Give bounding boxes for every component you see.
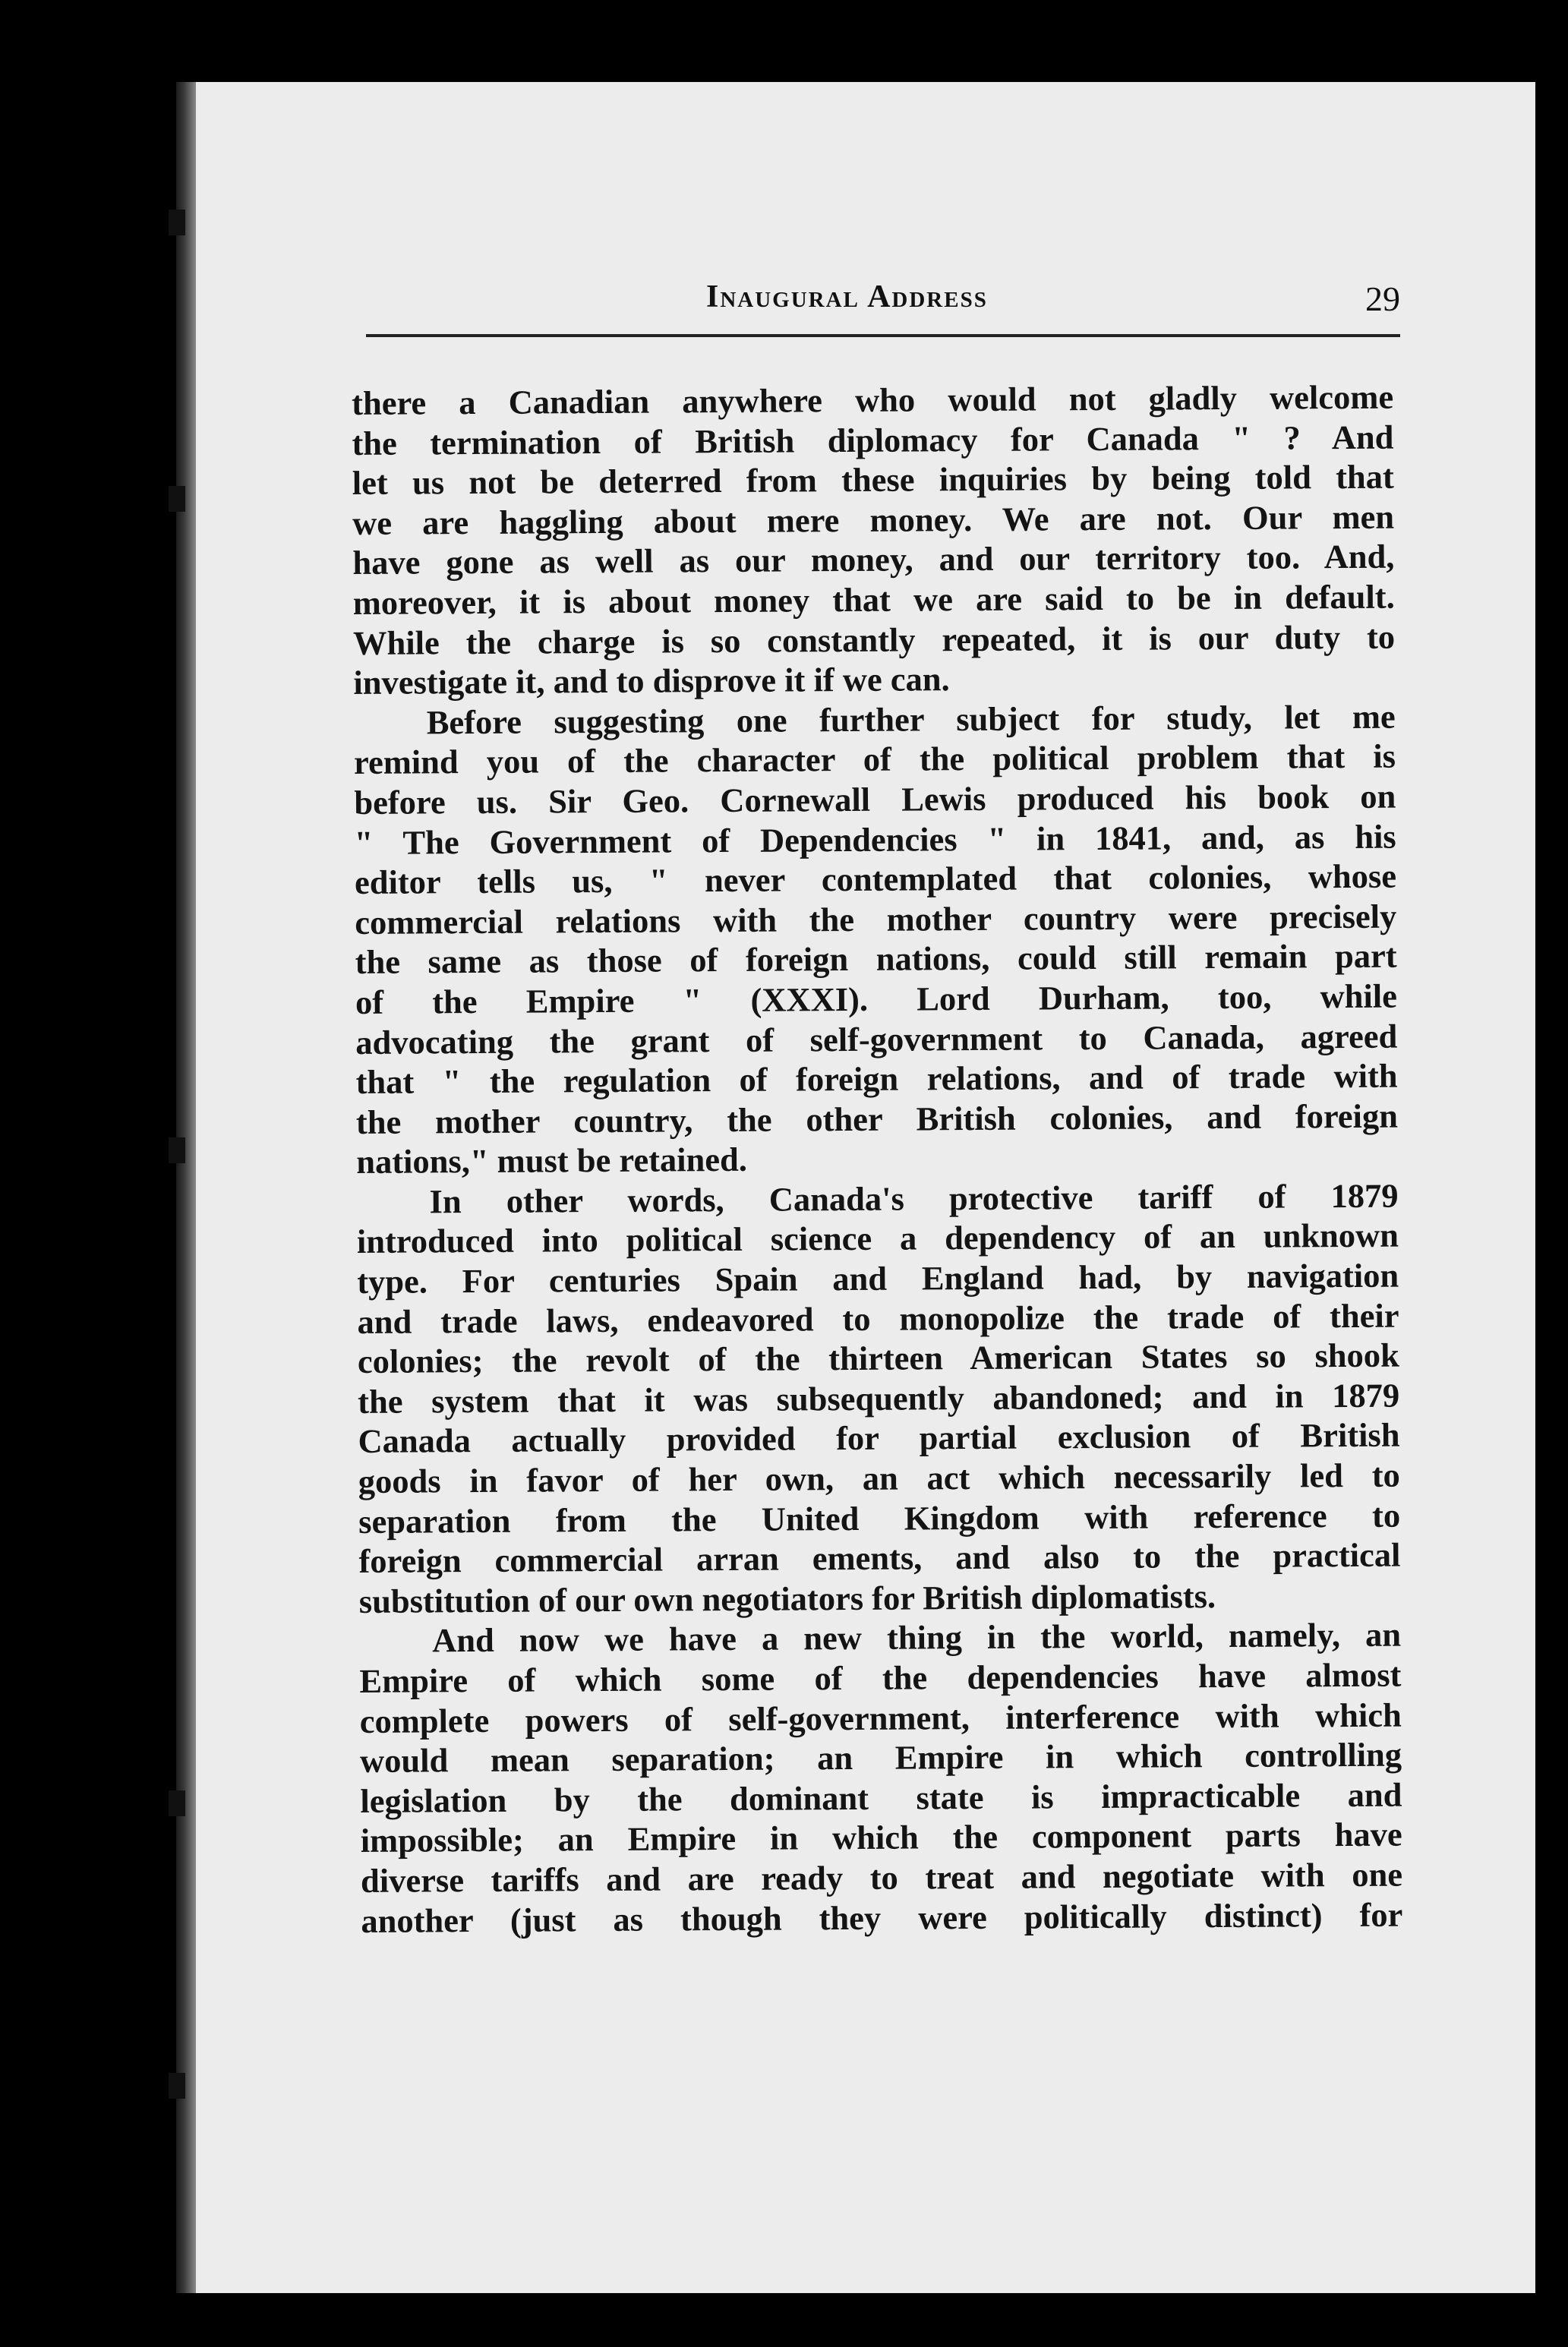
text-line: While the charge is so constantly repeated, it is our duty to bbox=[352, 617, 1396, 662]
text-line: In other words, Canada's protective tariff of 1879 bbox=[429, 1176, 1399, 1221]
page-number: 29 bbox=[1365, 279, 1400, 318]
text-line: separation from the United Kingdom with reference to bbox=[358, 1496, 1401, 1541]
text-line: would mean separation; an Empire in which controlling bbox=[359, 1735, 1402, 1781]
text-line: type. For centuries Spain and England had, by navigation bbox=[357, 1256, 1399, 1301]
text-line: commercial relations with the mother country were precisely bbox=[355, 897, 1397, 942]
text-line: substitution of our own negotiators for British diplomatists. bbox=[358, 1576, 1216, 1620]
binding-stitch-mark bbox=[169, 1790, 185, 1816]
text-line: remind you of the character of the political problem that is bbox=[353, 737, 1396, 782]
text-line: that " the regulation of foreign relations, and of trade with bbox=[355, 1056, 1398, 1102]
text-line: the same as those of foreign nations, could still remain part bbox=[355, 936, 1397, 982]
text-line: foreign commercial arran ements, and also to the practical bbox=[358, 1535, 1401, 1581]
text-line: there a Canadian anywhere who would not gladly welcome bbox=[352, 377, 1394, 422]
text-line: moreover, it is about money that we are said to be in default. bbox=[352, 577, 1395, 622]
text-line: we are haggling about mere money. We are not. Our men bbox=[352, 497, 1395, 542]
text-line: Before suggesting one further subject for study, let me bbox=[426, 697, 1396, 742]
binding-stitch-mark bbox=[169, 2073, 185, 2099]
text-line: impossible; an Empire in which the component parts have bbox=[360, 1815, 1402, 1860]
text-line: let us not be deterred from these inquiries by being told that bbox=[352, 457, 1394, 503]
text-line: goods in favor of her own, an act which necessarily led to bbox=[358, 1456, 1400, 1501]
text-line: " The Government of Dependencies " in 1841, and, as his bbox=[354, 817, 1396, 862]
page-binding-edge bbox=[176, 82, 196, 2293]
text-line: diverse tariffs and are ready to treat and negotiate with one bbox=[360, 1855, 1403, 1900]
text-line: Canada actually provided for partial exclusion of British bbox=[358, 1416, 1400, 1461]
text-line: complete powers of self-government, interference with which bbox=[359, 1696, 1402, 1740]
body-text bbox=[352, 377, 1403, 1941]
text-line: investigate it, and to disprove it if we can. bbox=[353, 660, 950, 702]
text-line: before us. Sir Geo. Cornewall Lewis produced his book on bbox=[354, 777, 1396, 822]
text-line: colonies; the revolt of the thirteen American States so shook bbox=[357, 1336, 1399, 1381]
text-line: have gone as well as our money, and our territory too. And, bbox=[352, 537, 1395, 582]
page-header bbox=[368, 279, 1400, 327]
binding-stitch-mark bbox=[169, 210, 185, 235]
text-line: editor tells us, " never contemplated that colonies, whose bbox=[354, 856, 1397, 902]
header-rule bbox=[366, 334, 1400, 337]
running-head: Inaugural Address bbox=[706, 279, 988, 314]
text-line: of the Empire " (XXXI). Lord Durham, too, while bbox=[355, 976, 1398, 1021]
text-line: introduced into political science a dependency of an unknown bbox=[356, 1216, 1399, 1261]
text-line: And now we have a new thing in the world, namely, an bbox=[431, 1615, 1402, 1660]
text-line: another (just as though they were politically distinct) for bbox=[361, 1895, 1403, 1940]
text-line: Empire of which some of the dependencies have almost bbox=[359, 1655, 1402, 1700]
text-line: advocating the grant of self-government to Canada, agreed bbox=[355, 1017, 1398, 1062]
text-line: the termination of British diplomacy for Canada " ? And bbox=[352, 418, 1394, 462]
text-line: the mother country, the other British colonies, and foreign bbox=[355, 1096, 1399, 1141]
text-line: the system that it was subsequently abandoned; and in 1879 bbox=[358, 1376, 1400, 1421]
text-line: nations," must be retained. bbox=[356, 1140, 748, 1181]
binding-stitch-mark bbox=[169, 1137, 185, 1163]
binding-stitch-mark bbox=[169, 486, 185, 512]
text-line: and trade laws, endeavored to monopolize the trade of their bbox=[357, 1296, 1399, 1341]
text-line: legislation by the dominant state is impracticable and bbox=[360, 1775, 1402, 1820]
